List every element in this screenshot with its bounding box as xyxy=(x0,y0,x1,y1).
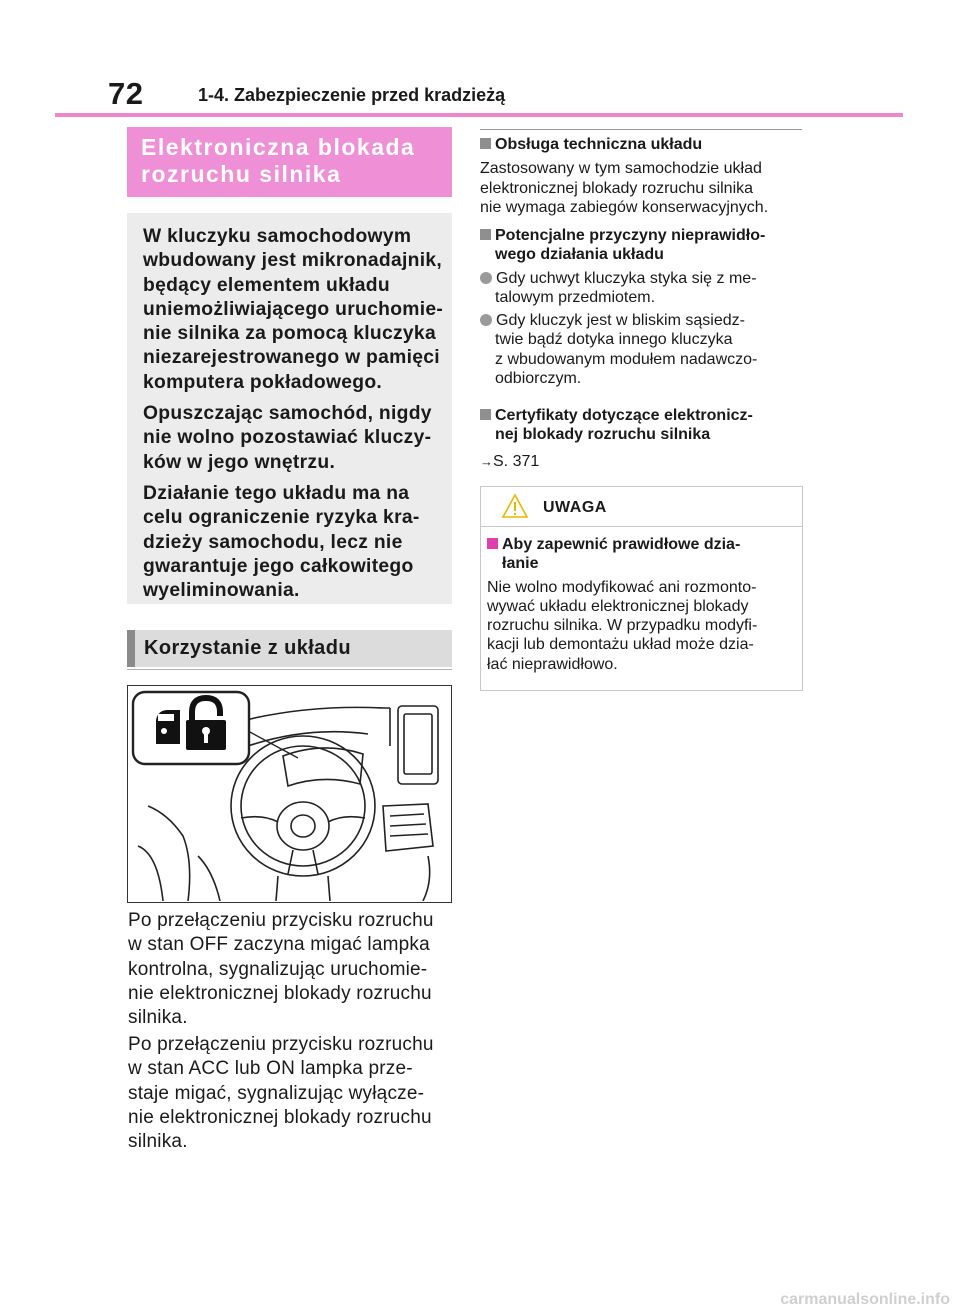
header-rule xyxy=(55,113,903,117)
intro-paragraph xyxy=(143,402,442,475)
warning-header xyxy=(481,487,802,527)
text-line: celu ograniczenie ryzyka kra- xyxy=(143,507,420,529)
text-line: staje migać, sygnalizując wyłącze- xyxy=(128,1082,425,1104)
text-line: twie bądź dotyka innego kluczyka xyxy=(495,331,733,349)
text-line: odbiorczym. xyxy=(495,370,582,388)
text-line: wbudowany jest mikronadajnik, xyxy=(143,250,443,272)
text-line: Zastosowany w tym samochodzie układ xyxy=(480,160,762,178)
warning-body xyxy=(487,535,757,674)
intro-box xyxy=(127,213,452,604)
chapter-title-box xyxy=(127,127,452,197)
usage-heading: Korzystanie z układu xyxy=(127,630,452,667)
round-bullet-icon xyxy=(480,272,492,284)
steering-wheel-drawing xyxy=(128,686,450,901)
text-line: nie elektronicznej blokady rozruchu xyxy=(128,1106,432,1128)
text-line: Opuszczając samochód, nigdy xyxy=(143,403,432,425)
text-line: rozruchu silnika. W przypadku modyfi- xyxy=(487,617,758,635)
right-column-rule xyxy=(480,129,802,130)
text-line: Działanie tego układu ma na xyxy=(143,482,410,504)
usage-heading-rule xyxy=(127,669,452,670)
text-line: uniemożliwiającego uruchomie- xyxy=(143,298,444,320)
text-line: w stan ACC lub ON lampka prze- xyxy=(128,1058,413,1080)
text-line: Po przełączeniu przycisku rozruchu xyxy=(128,910,434,931)
intro-paragraph xyxy=(143,482,442,603)
maintenance-section xyxy=(480,135,768,217)
heading-text: wego działania układu xyxy=(495,246,664,264)
cause-bullet xyxy=(480,311,765,330)
warning-box xyxy=(480,486,803,691)
text-line: Nie wolno modyfikować ani rozmonto- xyxy=(487,578,757,596)
page-number: 72 xyxy=(108,76,144,111)
square-bullet-icon xyxy=(480,409,491,420)
text-line: dzieży samochodu, lecz nie xyxy=(143,531,403,553)
text-line: Po przełączeniu przycisku rozruchu xyxy=(128,1034,434,1055)
text-line: ków w jego wnętrzu. xyxy=(143,451,336,473)
heading-text: Obsługa techniczna układu xyxy=(495,136,703,153)
text-line: nie wolno pozostawiać kluczy- xyxy=(143,427,432,449)
text-line: nie elektronicznej blokady rozruchu xyxy=(128,982,432,1004)
text-line: Gdy kluczyk jest w bliskim sąsiedz- xyxy=(496,312,745,330)
square-bullet-icon xyxy=(487,538,498,549)
text-line: silnika. xyxy=(128,1131,188,1153)
page-reference-link[interactable]: S. 371 xyxy=(493,452,540,470)
certificates-section xyxy=(480,406,753,471)
text-line: gwarantuje jego całkowitego xyxy=(143,555,414,577)
certificates-heading xyxy=(480,406,753,425)
causes-heading xyxy=(480,226,765,245)
warning-triangle-icon xyxy=(501,493,529,519)
text-line: kontrolna, sygnalizując uruchomie- xyxy=(128,958,428,980)
maintenance-heading xyxy=(480,135,768,154)
cause-bullet xyxy=(480,269,765,288)
causes-section xyxy=(480,226,765,388)
square-bullet-icon xyxy=(480,138,491,149)
text-line: będący elementem układu xyxy=(143,274,390,296)
text-line: silnika. xyxy=(128,1007,188,1029)
chapter-title-line: Elektroniczna blokada xyxy=(141,134,416,160)
warning-label: UWAGA xyxy=(543,499,607,516)
text-line: niezarejestrowanego w pamięci xyxy=(143,347,440,369)
heading-text: Aby zapewnić prawidłowe dzia- xyxy=(502,536,741,553)
text-line: kacji lub demontażu układ może dzia- xyxy=(487,636,754,654)
chapter-title-line: rozruchu silnika xyxy=(141,161,342,187)
text-line: komputera pokładowego. xyxy=(143,371,383,393)
dashboard-illustration xyxy=(127,685,452,903)
square-bullet-icon xyxy=(480,229,491,240)
text-line: w stan OFF zaczyna migać lampka xyxy=(128,934,430,956)
text-line: W kluczyku samochodowym xyxy=(143,226,412,247)
text-line: wyeliminowania. xyxy=(143,580,300,602)
usage-paragraph xyxy=(128,909,434,1030)
section-title: 1-4. Zabezpieczenie przed kradzieżą xyxy=(198,85,506,105)
heading-text: Certyfikaty dotyczące elektronicz- xyxy=(495,407,753,424)
text-line: nie silnika za pomocą kluczyka xyxy=(143,323,436,345)
heading-text: nej blokady rozruchu silnika xyxy=(495,426,711,444)
text-line: łać nieprawidłowo. xyxy=(487,655,618,673)
heading-text: Potencjalne przyczyny nieprawidło- xyxy=(495,227,766,244)
arrow-icon: → xyxy=(480,453,493,469)
text-line: talowym przedmiotem. xyxy=(495,288,656,306)
text-line: elektronicznej blokady rozruchu silnika xyxy=(480,179,754,197)
page-reference xyxy=(480,452,753,471)
intro-paragraph xyxy=(143,225,442,395)
usage-paragraph xyxy=(128,1033,434,1154)
warning-heading xyxy=(487,535,757,554)
text-line: z wbudowanym modułem nadawczo- xyxy=(495,350,758,368)
watermark: carmanualsonline.info xyxy=(780,1291,950,1308)
text-line: Gdy uchwyt kluczyka styka się z me- xyxy=(496,269,757,287)
heading-text: łanie xyxy=(502,555,539,573)
round-bullet-icon xyxy=(480,314,492,326)
text-line: wywać układu elektronicznej blokady xyxy=(487,597,749,615)
text-line: nie wymaga zabiegów konserwacyjnych. xyxy=(480,198,769,216)
